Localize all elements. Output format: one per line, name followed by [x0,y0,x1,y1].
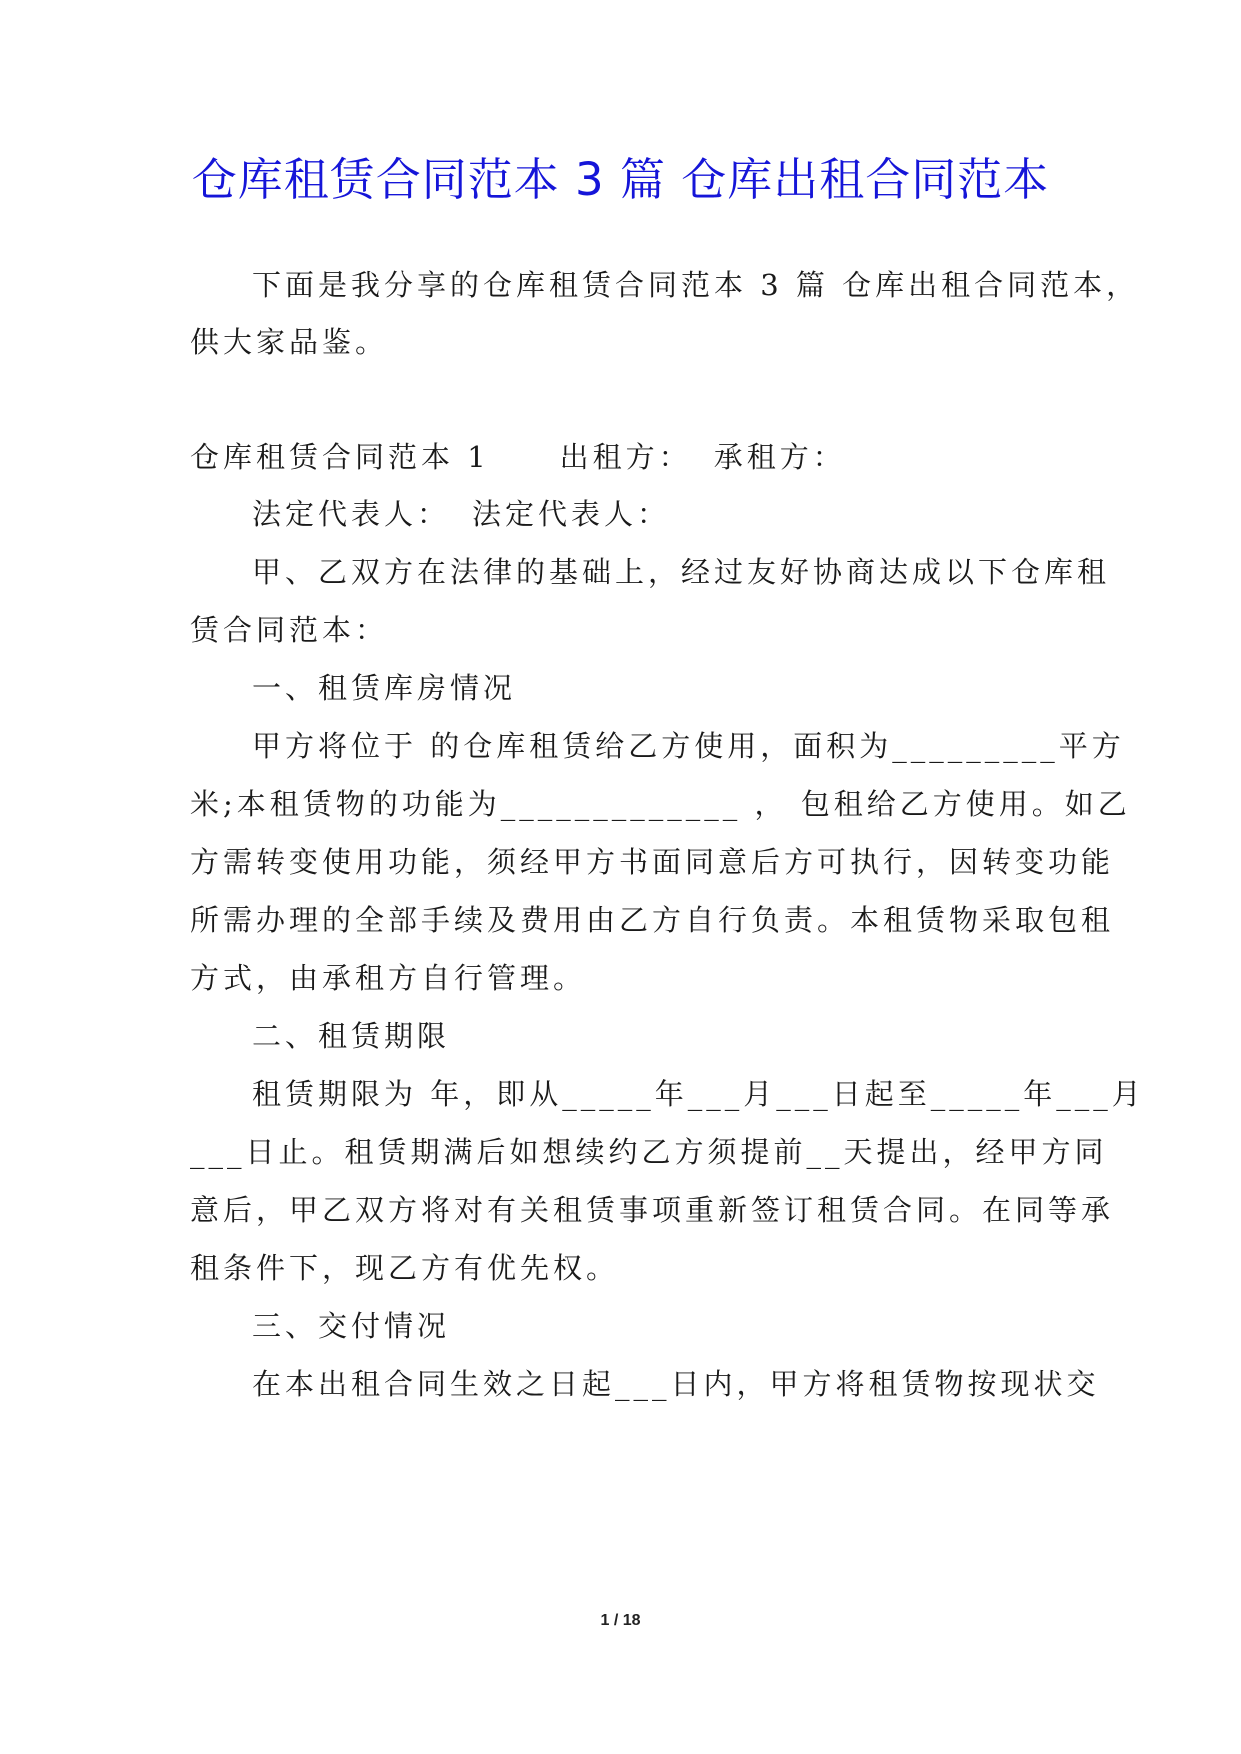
lessee-label: 承租方： [713,440,846,474]
paragraph-line: 甲方将位于 的仓库租赁给乙方使用，面积为_________平方 [252,729,1125,763]
paragraph-line: ___日止。租赁期满后如想续约乙方须提前__天提出，经甲方同 [190,1135,1108,1169]
paragraph-line: 租条件下，现乙方有优先权。 [190,1251,620,1285]
paragraph-line: 租赁期限为 年，即从_____年___月___日起至_____年___月 [252,1077,1145,1111]
paragraph-line: 意后，甲乙双方将对有关租赁事项重新签订租赁合同。在同等承 [190,1193,1115,1227]
paragraph-line: 米;本租赁物的功能为_____________ ， 包租给乙方使用。如乙 [190,787,1131,821]
paragraph-line: 在本出租合同生效之日起___日内，甲方将租赁物按现状交 [252,1367,1100,1401]
lessor-representative-label: 法定代表人： [252,497,451,531]
paragraph-line: 方式，由承租方自行管理。 [190,961,587,995]
paragraph-line: 方需转变使用功能，须经甲方书面同意后方可执行，因转变功能 [190,845,1115,879]
section-heading: 三、交付情况 [252,1309,451,1343]
party-line [190,437,846,477]
lessee-representative-label: 法定代表人： [472,497,671,531]
document-title: 仓库租赁合同范本 3 篇 仓库出租合同范本 [191,153,1050,206]
lessor-label: 出租方： [559,440,692,474]
paragraph-line: 所需办理的全部手续及费用由乙方自行负责。本租赁物采取包租 [190,903,1115,937]
section-heading: 一、租赁库房情况 [252,671,517,705]
representative-line [252,494,670,534]
paragraph-line: 赁合同范本： [190,613,389,647]
contract-heading: 仓库租赁合同范本 1 [190,440,490,474]
page-number: 1 / 18 [600,1612,641,1629]
intro-line-2: 供大家品鉴。 [190,325,389,359]
intro-line-1: 下面是我分享的仓库租赁合同范本 3 篇 仓库出租合同范本， [252,268,1140,302]
paragraph-line: 甲、乙双方在法律的基础上，经过友好协商达成以下仓库租 [252,555,1111,589]
section-heading: 二、租赁期限 [252,1019,451,1053]
